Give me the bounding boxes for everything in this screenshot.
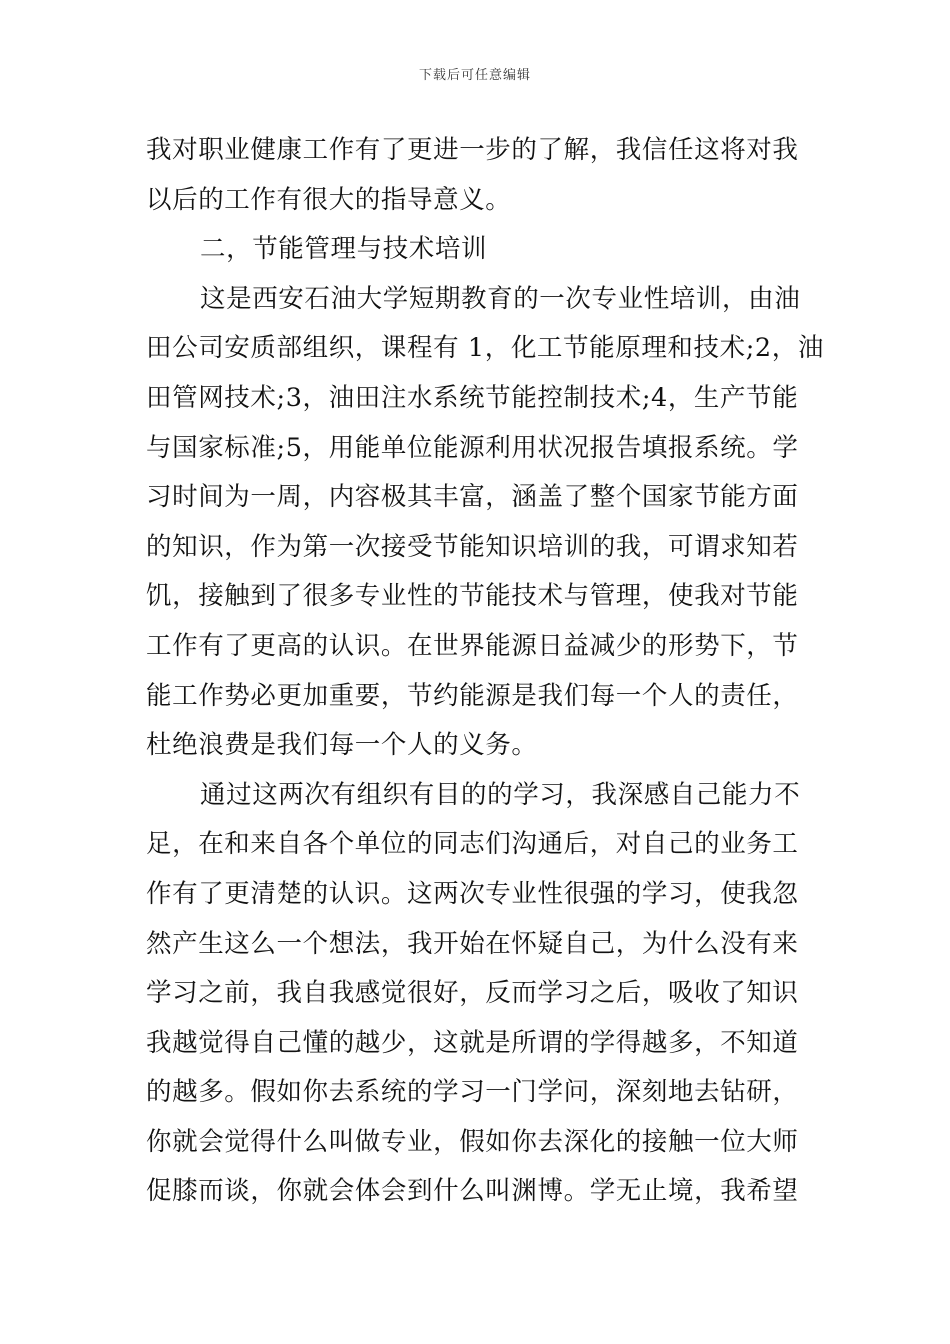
text-line: 通过这两次有组织有目的的学习，我深感自己能力不: [200, 779, 801, 810]
text-line: 然产生这么一个想法，我开始在怀疑自己，为什么没有来: [146, 928, 799, 959]
text-line: 习时间为一周，内容极其丰富，涵盖了整个国家节能方面: [146, 482, 799, 513]
text-line: 工作有了更高的认识。在世界能源日益减少的形势下，节: [146, 630, 799, 661]
text-line: 学习之前，我自我感觉很好，反而学习之后，吸收了知识: [146, 978, 799, 1009]
text-line: 作有了更清楚的认识。这两次专业性很强的学习，使我忽: [146, 878, 799, 909]
text-line: 与国家标准;5，用能单位能源利用状况报告填报系统。学: [146, 432, 799, 463]
text-line: 田公司安质部组织，课程有 1，化工节能原理和技术;2，油: [146, 333, 824, 364]
text-line: 的知识，作为第一次接受节能知识培训的我，可谓求知若: [146, 531, 799, 562]
text-line: 我对职业健康工作有了更进一步的了解，我信任这将对我: [146, 135, 799, 165]
text-line: 的越多。假如你去系统的学习一门学问，深刻地去钻研，: [146, 1077, 799, 1108]
text-line: 能工作势必更加重要，节约能源是我们每一个人的责任，: [146, 680, 799, 711]
text-line: 这是西安石油大学短期教育的一次专业性培训，由油: [200, 283, 801, 314]
text-line: 以后的工作有很大的指导意义。: [146, 184, 512, 215]
text-line: 你就会觉得什么叫做专业，假如你去深化的接触一位大师: [146, 1126, 799, 1157]
text-line: 田管网技术;3，油田注水系统节能控制技术;4，生产节能: [146, 382, 799, 413]
page-header: 下载后可任意编辑: [418, 68, 531, 83]
text-line: 饥，接触到了很多专业性的节能技术与管理，使我对节能: [146, 581, 799, 612]
text-line: 杜绝浪费是我们每一个人的义务。: [146, 730, 538, 761]
text-line: 足，在和来自各个单位的同志们沟通后，对自己的业务工: [146, 829, 799, 860]
text-line: 二，节能管理与技术培训: [200, 234, 488, 265]
text-line: 促膝而谈，你就会体会到什么叫渊博。学无止境，我希望: [146, 1176, 799, 1207]
document-body: [146, 126, 824, 1217]
text-line: 我越觉得自己懂的越少，这就是所谓的学得越多，不知道: [146, 1027, 799, 1058]
